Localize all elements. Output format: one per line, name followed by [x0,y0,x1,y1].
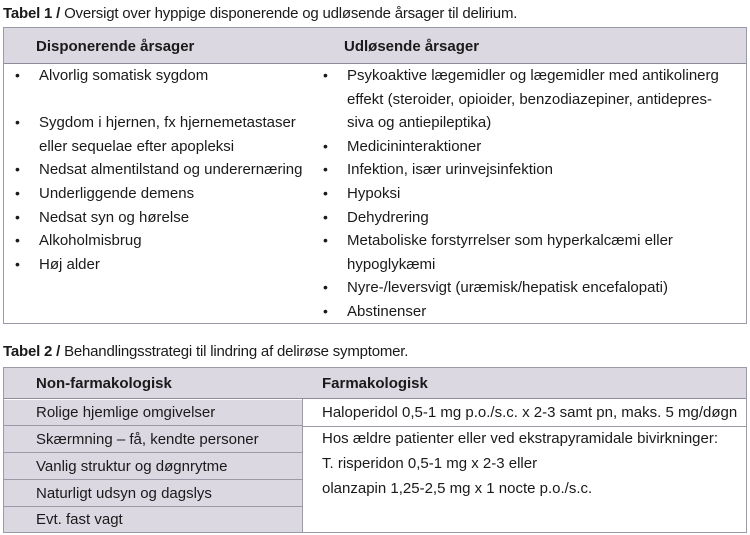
table2-row [4,480,302,507]
table2-cell: Rolige hjemlige omgivelser [36,404,216,421]
table2-caption [3,343,408,361]
table1-title: Oversigt over hyppige disponerende og udløsende årsager til delirium. [64,5,518,22]
list-item-continuation: eller sequelae efter apopleksi [39,137,235,155]
pharma-line: T. risperidon 0,5-1 mg x 2-3 eller [322,455,538,472]
list-item: • Hypoksi [320,182,719,206]
table2-row [4,453,302,480]
list-item: • Sygdom i hjernen, fx hjernemetastaser [12,111,303,135]
table1-header-row [4,28,746,64]
table1-col2-list [320,64,719,324]
pharma-line: Hos ældre patienter eller ved ekstrapyramidale bivirkninger: [322,430,719,447]
table2-col2-header: Farmakologisk [322,375,428,392]
table2-row [4,426,302,453]
pharma-line: olanzapin 1,25-2,5 mg x 1 nocte p.o./s.c. [322,480,593,497]
table1-label: Tabel 1 / [3,5,61,22]
table2-cell: Evt. fast vagt [36,511,123,528]
table1-col1-list [12,64,303,276]
list-item: • Metaboliske forstyrrelser som hyperkalcæmi eller [320,229,719,253]
table2-cell: Skærmning – få, kendte personer [36,430,259,448]
list-item: • Alvorlig somatisk sygdom [12,64,303,88]
list-item: • Abstinenser [320,300,719,324]
list-item: • Psykoaktive lægemidler og lægemidler med antikolinerg [320,64,719,88]
column-divider [302,399,303,533]
table1-caption [3,5,517,23]
list-item-continuation: hypoglykæmi [347,255,436,273]
list-item-continuation: effekt (steroider, opioider, benzodiazepiner, antidepres- [347,90,712,108]
table2-header-row [4,368,746,399]
list-item: • Nedsat syn og hørelse [12,206,303,230]
pharma-line: Haloperidol 0,5-1 mg p.o./s.c. x 2-3 samt pn, maks. 5 mg/døgn [322,404,738,421]
list-item: • Høj alder [12,253,303,277]
row-divider [303,426,747,427]
table2 [3,367,747,533]
table1 [3,27,747,324]
list-item: • Alkoholmisbrug [12,229,303,253]
list-item: • Infektion, især urinvejsinfektion [320,158,719,182]
list-item: • Underliggende demens [12,182,303,206]
table2-cell: Naturligt udsyn og dagslys [36,484,212,502]
list-item-continuation: siva og antiepileptika) [347,114,492,132]
table2-cell: Vanlig struktur og døgnrytme [36,457,228,475]
list-item: • Nedsat almentilstand og underernæring [12,158,303,182]
table1-col1-header: Disponerende årsager [36,38,195,55]
table2-title: Behandlingsstrategi til lindring af delirøse symptomer. [64,343,409,360]
table2-row [4,400,302,426]
list-item: • Nyre-/leversvigt (uræmisk/hepatisk encefalopati) [320,276,719,300]
table2-col1-header: Non-farmakologisk [36,375,172,392]
table2-label: Tabel 2 / [3,343,61,360]
list-item: • Medicininteraktioner [320,135,719,159]
table1-col2-header: Udløsende årsager [344,38,480,55]
table2-row [4,507,302,532]
list-item: • Dehydrering [320,206,719,230]
